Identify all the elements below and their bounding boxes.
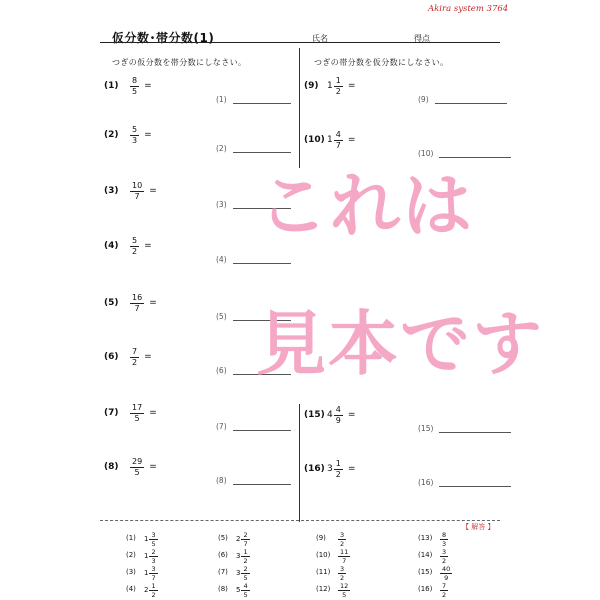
- numerator: 3: [340, 564, 345, 573]
- answer-key-number: (14): [418, 551, 433, 559]
- equals-sign: =: [347, 135, 356, 145]
- problem-number: (4): [104, 241, 119, 251]
- answer-key-number: (16): [418, 585, 433, 593]
- whole-number: 4: [327, 410, 333, 420]
- fraction: [241, 565, 249, 582]
- answer-field[interactable]: [418, 92, 507, 104]
- numerator: 7: [442, 581, 447, 590]
- denominator: 7: [342, 556, 347, 565]
- denominator: 2: [132, 357, 138, 367]
- problem-expression: [327, 404, 355, 426]
- answer-key-number: (7): [218, 568, 228, 576]
- answer-key-number: (5): [218, 534, 228, 542]
- numerator: 10: [132, 180, 143, 190]
- numerator: 16: [132, 292, 143, 302]
- answer-label: (8): [216, 476, 227, 485]
- denominator: 3: [132, 135, 138, 145]
- fraction: [338, 548, 350, 565]
- fraction: [130, 347, 139, 368]
- header-rule: [100, 42, 500, 43]
- answer-key-value: [236, 564, 250, 582]
- answer-label: (15): [418, 424, 434, 433]
- answer-key-number: (13): [418, 534, 433, 542]
- whole-number: 1: [144, 569, 149, 577]
- answer-field[interactable]: [216, 252, 291, 264]
- problem-number: (5): [104, 298, 119, 308]
- answer-line[interactable]: [439, 479, 511, 487]
- problem-number: (8): [104, 462, 119, 472]
- answer-line[interactable]: [439, 425, 511, 433]
- answer-key-number: (11): [316, 568, 331, 576]
- answer-key-number: (15): [418, 568, 433, 576]
- denominator: 7: [243, 539, 248, 548]
- fraction: [149, 565, 157, 582]
- numerator: 3: [442, 547, 447, 556]
- fraction: [241, 582, 249, 599]
- answer-field[interactable]: [418, 475, 511, 487]
- problem-item: [0, 129, 600, 158]
- problem-number: (16): [304, 464, 325, 474]
- problem-item: [0, 75, 600, 104]
- whole-number: 1: [144, 552, 149, 560]
- answer-key-value: [236, 547, 250, 565]
- answer-line[interactable]: [233, 256, 291, 264]
- whole-number: 3: [236, 552, 241, 560]
- numerator: 4: [243, 581, 248, 590]
- equals-sign: =: [347, 410, 356, 420]
- numerator: 3: [151, 564, 156, 573]
- answer-key-number: (4): [126, 585, 136, 593]
- numerator: 1: [151, 581, 156, 590]
- denominator: 2: [132, 246, 138, 256]
- denominator: 7: [134, 191, 140, 201]
- problem-number: (1): [104, 81, 119, 91]
- whole-number: 3: [236, 569, 241, 577]
- instructions-left: つぎの仮分数を帯分数にしなさい。: [112, 58, 247, 67]
- watermark-line1: これは: [258, 165, 474, 247]
- answer-label: (1): [216, 95, 227, 104]
- problem-expression: [327, 129, 355, 151]
- equals-sign: =: [347, 81, 356, 91]
- fraction: [338, 531, 346, 548]
- answer-label: (4): [216, 255, 227, 264]
- answer-key-number: (1): [126, 534, 136, 542]
- fraction: [130, 293, 144, 314]
- fraction: [130, 236, 139, 257]
- problem-expression: [327, 75, 355, 97]
- denominator: 5: [342, 590, 347, 599]
- fraction: [149, 548, 157, 565]
- answer-key-number: (3): [126, 568, 136, 576]
- fraction: [149, 531, 157, 548]
- fraction: [334, 405, 343, 426]
- whole-number: 1: [327, 81, 333, 91]
- answer-label: (10): [418, 149, 434, 158]
- problem-item: [0, 235, 300, 264]
- fraction: [440, 565, 452, 582]
- answer-line[interactable]: [439, 150, 511, 158]
- answer-key-label: 【 解答 】: [462, 523, 495, 531]
- numerator: 5: [132, 124, 138, 134]
- problem-item: [0, 292, 300, 321]
- answer-key-value: [440, 564, 452, 582]
- fraction: [130, 181, 144, 202]
- answer-key-number: (6): [218, 551, 228, 559]
- answer-label: (2): [216, 144, 227, 153]
- problem-expression: [130, 346, 152, 368]
- fraction: [334, 76, 343, 97]
- problem-number: (10): [304, 135, 325, 145]
- denominator: 9: [335, 415, 341, 425]
- denominator: 5: [151, 539, 156, 548]
- answer-field[interactable]: [418, 146, 511, 158]
- fraction: [241, 548, 249, 565]
- problem-expression: [130, 235, 152, 257]
- whole-number: 5: [236, 586, 241, 594]
- numerator: 12: [340, 581, 349, 590]
- answer-key-value: [144, 547, 158, 565]
- denominator: 5: [132, 86, 138, 96]
- answer-key-number: (2): [126, 551, 136, 559]
- numerator: 17: [132, 402, 143, 412]
- answer-key-number: (10): [316, 551, 331, 559]
- answer-key-value: [440, 581, 448, 599]
- answer-key-value: [440, 547, 448, 565]
- equals-sign: =: [144, 352, 152, 362]
- fraction: [440, 582, 448, 599]
- answer-key-number: (9): [316, 534, 326, 542]
- numerator: 7: [132, 346, 138, 356]
- problem-number: (2): [104, 130, 119, 140]
- answer-key-value: [236, 581, 250, 599]
- problem-expression: [327, 458, 355, 480]
- denominator: 7: [151, 573, 156, 582]
- whole-number: 1: [144, 535, 149, 543]
- answer-line[interactable]: [233, 96, 291, 104]
- answer-label: (7): [216, 422, 227, 431]
- problem-item: [0, 404, 600, 433]
- fraction: [334, 130, 343, 151]
- whole-number: 3: [327, 464, 333, 474]
- answer-line[interactable]: [435, 96, 507, 104]
- answer-key-value: [338, 581, 350, 599]
- whole-number: 1: [327, 135, 333, 145]
- answer-key-value: [440, 530, 448, 548]
- score-label: 得点: [414, 34, 430, 43]
- equals-sign: =: [144, 130, 152, 140]
- fraction: [149, 582, 157, 599]
- denominator: 2: [335, 86, 341, 96]
- numerator: 1: [335, 458, 341, 468]
- problem-item: [0, 180, 300, 209]
- equals-sign: =: [144, 241, 152, 251]
- whole-number: 2: [144, 586, 149, 594]
- problem-item: [0, 346, 300, 375]
- equals-sign: =: [347, 464, 356, 474]
- answer-key-value: [338, 530, 346, 548]
- numerator: 11: [340, 547, 349, 556]
- instructions-right: つぎの帯分数を仮分数にしなさい。: [314, 58, 449, 67]
- name-label: 氏名: [312, 34, 328, 43]
- fraction: [440, 548, 448, 565]
- answer-key-value: [338, 564, 346, 582]
- answer-key-value: [144, 564, 158, 582]
- fraction: [241, 531, 249, 548]
- answer-label: (5): [216, 312, 227, 321]
- numerator: 2: [243, 564, 248, 573]
- answer-key-value: [236, 530, 250, 548]
- answer-key-divider: [100, 520, 500, 521]
- numerator: 2: [151, 547, 156, 556]
- denominator: 5: [243, 590, 248, 599]
- answer-field[interactable]: [418, 421, 511, 433]
- problem-number: (3): [104, 186, 119, 196]
- denominator: 5: [134, 413, 140, 423]
- numerator: 2: [243, 530, 248, 539]
- numerator: 4: [335, 129, 341, 139]
- problem-expression: [130, 180, 157, 202]
- equals-sign: =: [144, 81, 152, 91]
- numerator: 5: [132, 235, 138, 245]
- numerator: 8: [442, 530, 447, 539]
- fraction: [338, 565, 346, 582]
- problem-number: (6): [104, 352, 119, 362]
- numerator: 29: [132, 456, 143, 466]
- numerator: 1: [335, 75, 341, 85]
- answer-key-value: [338, 547, 350, 565]
- denominator: 2: [151, 590, 156, 599]
- worksheet-title: 仮分数･帯分数(1): [112, 31, 215, 45]
- numerator: 1: [243, 547, 248, 556]
- denominator: 3: [151, 556, 156, 565]
- answer-key-value: [144, 530, 158, 548]
- numerator: 40: [442, 564, 451, 573]
- problem-number: (9): [304, 81, 319, 91]
- answer-label: (16): [418, 478, 434, 487]
- problem-item: [0, 458, 600, 487]
- answer-key-number: (8): [218, 585, 228, 593]
- numerator: 3: [151, 530, 156, 539]
- problem-expression: [130, 292, 157, 314]
- denominator: 9: [444, 573, 449, 582]
- fraction: [334, 459, 343, 480]
- denominator: 2: [442, 556, 447, 565]
- fraction: [440, 531, 448, 548]
- answer-label: (6): [216, 366, 227, 375]
- denominator: 7: [134, 303, 140, 313]
- numerator: 4: [335, 404, 341, 414]
- denominator: 2: [442, 590, 447, 599]
- denominator: 2: [340, 573, 345, 582]
- answer-key-number: (12): [316, 585, 331, 593]
- denominator: 5: [243, 573, 248, 582]
- whole-number: 2: [236, 535, 241, 543]
- equals-sign: =: [149, 408, 157, 418]
- brand-label: Akira system 3764: [428, 4, 509, 14]
- numerator: 3: [340, 530, 345, 539]
- numerator: 8: [132, 75, 138, 85]
- answer-label: (3): [216, 200, 227, 209]
- denominator: 5: [134, 467, 140, 477]
- answer-key-value: [144, 581, 158, 599]
- denominator: 2: [243, 556, 248, 565]
- equals-sign: =: [149, 298, 157, 308]
- denominator: 2: [335, 469, 341, 479]
- problem-number: (7): [104, 408, 119, 418]
- problem-number: (15): [304, 410, 325, 420]
- equals-sign: =: [149, 462, 157, 472]
- answer-label: (9): [418, 95, 429, 104]
- fraction: [338, 582, 350, 599]
- denominator: 7: [335, 140, 341, 150]
- denominator: 3: [442, 539, 447, 548]
- watermark-line2: 見本です: [256, 303, 544, 385]
- denominator: 2: [340, 539, 345, 548]
- equals-sign: =: [149, 186, 157, 196]
